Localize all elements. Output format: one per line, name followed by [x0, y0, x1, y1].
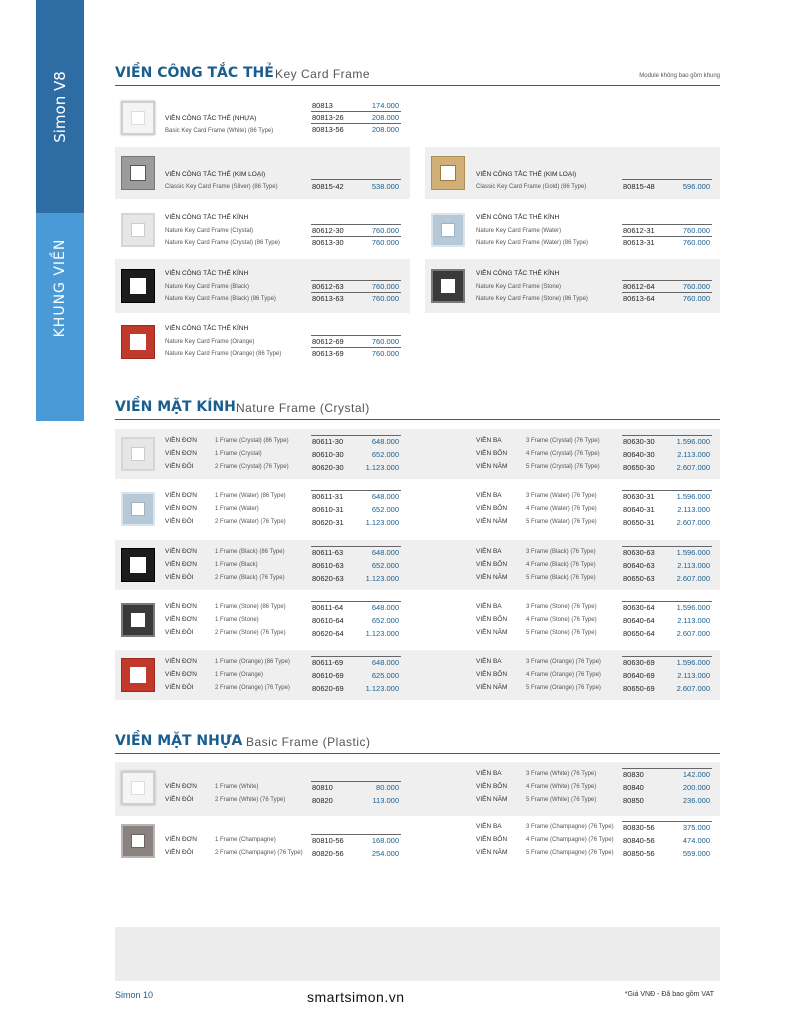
frame-row [115, 815, 720, 869]
frame-variant-label: VIỀN ĐƠN [165, 836, 197, 843]
frame-variant-desc: 1 Frame (Orange) [215, 672, 264, 678]
product-code: 80610-31 [312, 505, 344, 514]
product-code: 80613-63 [312, 294, 344, 303]
frame-variant-label: VIỀN BỐN [476, 671, 508, 678]
product-name: VIỀN CÔNG TẮC THẺ KÍNH [165, 214, 249, 221]
product-code: 80650-63 [623, 574, 655, 583]
product-price: 1.596.000 [676, 548, 710, 557]
product-code: 80820-56 [312, 849, 344, 858]
product-code: 80610-63 [312, 561, 344, 570]
product-price: 2.607.000 [676, 684, 710, 693]
product-price: 760.000 [682, 282, 710, 291]
frame-variant-label: VIỀN ĐƠN [165, 437, 197, 444]
product-code: 80620-63 [312, 574, 344, 583]
frame-variant-label: VIỀN ĐƠN [165, 450, 197, 457]
product-price: 200.000 [682, 783, 710, 792]
product-desc: Nature Key Card Frame (Crystal) (86 Type) [165, 240, 280, 246]
product-desc: Classic Key Card Frame (Silver) (86 Type) [165, 184, 278, 190]
sidebar-brand-label: Simon V8 [51, 70, 69, 143]
frame-variant-label: VIỀN BA [476, 548, 502, 555]
product-price: 760.000 [682, 226, 710, 235]
product-code: 80813-56 [312, 125, 344, 134]
product-desc: Nature Key Card Frame (Orange) [165, 339, 255, 345]
product-price: 168.000 [371, 836, 399, 845]
row-rule [622, 546, 712, 547]
product-price: 254.000 [371, 849, 399, 858]
frame-variant-desc: 1 Frame (Crystal) (86 Type) [215, 438, 289, 444]
product-price: 652.000 [371, 616, 399, 625]
product-price: 760.000 [371, 294, 399, 303]
frame-variant-desc: 2 Frame (Crystal) (76 Type) [215, 464, 289, 470]
product-name: VIỀN CÔNG TẮC THẺ KÍNH [165, 325, 249, 332]
frame-variant-desc: 4 Frame (White) (76 Type) [526, 784, 597, 790]
frame-variant-label: VIỀN ĐÔI [165, 574, 194, 581]
product-desc: Nature Key Card Frame (Water) [476, 228, 562, 234]
product-code: 80612-63 [312, 282, 344, 291]
product-code: 80613-30 [312, 238, 344, 247]
row-rule [311, 546, 401, 547]
product-code: 80612-30 [312, 226, 344, 235]
row-rule [622, 768, 712, 769]
frame-variant-desc: 2 Frame (Champagne) (76 Type) [215, 850, 303, 856]
frame-variant-desc: 2 Frame (Stone) (76 Type) [215, 630, 286, 636]
frame-variant-label: VIỀN NĂM [476, 518, 508, 525]
frame-variant-label: VIỀN ĐƠN [165, 561, 197, 568]
frame-variant-label: VIỀN ĐƠN [165, 783, 197, 790]
frame-variant-desc: 1 Frame (Water) [215, 506, 259, 512]
product-price: 1.596.000 [676, 658, 710, 667]
row-rule [622, 656, 712, 657]
frame-variant-desc: 3 Frame (Crystal) (76 Type) [526, 438, 600, 444]
product-price: 1.596.000 [676, 437, 710, 446]
frame-water-thumbnail [121, 492, 155, 526]
frame-variant-label: VIỀN ĐÔI [165, 684, 194, 691]
product-keycard-water [425, 206, 720, 254]
frame-variant-label: VIỀN BỐN [476, 836, 508, 843]
frame-silver-thumbnail [121, 156, 155, 190]
row-rule [622, 490, 712, 491]
frame-variant-desc: 4 Frame (Crystal) (76 Type) [526, 451, 600, 457]
row-rule [622, 601, 712, 602]
frame-variant-desc: 1 Frame (White) [215, 784, 259, 790]
frame-variant-desc: 1 Frame (Black) (86 Type) [215, 549, 285, 555]
product-code: 80630-63 [623, 548, 655, 557]
frame-variant-label: VIỀN ĐƠN [165, 616, 197, 623]
frame-variant-label: VIỀN BA [476, 770, 502, 777]
product-desc: Nature Key Card Frame (Stone) (86 Type) [476, 296, 588, 302]
product-code: 80850-56 [623, 849, 655, 858]
product-price: 2.607.000 [676, 629, 710, 638]
product-code: 80830-56 [623, 823, 655, 832]
product-code: 80630-31 [623, 492, 655, 501]
product-price: 760.000 [371, 226, 399, 235]
frame-variant-desc: 5 Frame (Water) (76 Type) [526, 519, 597, 525]
product-price: 760.000 [371, 282, 399, 291]
product-price: 648.000 [371, 548, 399, 557]
frame-variant-label: VIỀN ĐƠN [165, 671, 197, 678]
product-price: 760.000 [371, 349, 399, 358]
product-code: 80650-64 [623, 629, 655, 638]
product-price: 2.113.000 [677, 505, 710, 514]
product-price: 2.113.000 [677, 616, 710, 625]
frame-stone-thumbnail [431, 269, 465, 303]
product-code: 80840 [623, 783, 644, 792]
product-price: 2.607.000 [676, 574, 710, 583]
product-price: 1.596.000 [676, 603, 710, 612]
frame-variant-label: VIỀN ĐƠN [165, 492, 197, 499]
frame-row [115, 540, 720, 590]
frame-variant-label: VIỀN BA [476, 658, 502, 665]
product-code: 80850 [623, 796, 644, 805]
product-code: 80613-64 [623, 294, 655, 303]
frame-variant-desc: 5 Frame (Orange) (76 Type) [526, 685, 601, 691]
product-price: 2.113.000 [677, 450, 710, 459]
product-price: 2.607.000 [676, 518, 710, 527]
product-code: 80830 [623, 770, 644, 779]
product-code: 80640-63 [623, 561, 655, 570]
product-keycard-orange [115, 315, 410, 367]
frame-orange-thumbnail [121, 325, 155, 359]
frame-variant-label: VIỀN BA [476, 603, 502, 610]
frame-variant-desc: 1 Frame (Water) (86 Type) [215, 493, 286, 499]
frame-row [115, 429, 720, 479]
product-price: 760.000 [682, 294, 710, 303]
product-price: 760.000 [371, 238, 399, 247]
frame-variant-desc: 1 Frame (Orange) (86 Type) [215, 659, 290, 665]
product-price: 113.000 [372, 796, 399, 805]
frame-crystal-thumbnail [121, 437, 155, 471]
product-code: 80630-30 [623, 437, 655, 446]
product-price: 625.000 [371, 671, 399, 680]
product-code: 80630-64 [623, 603, 655, 612]
frame-variant-desc: 1 Frame (Stone) [215, 617, 259, 623]
product-desc: Nature Key Card Frame (Stone) [476, 284, 562, 290]
product-keycard-silver [115, 147, 410, 199]
price-note: *Giá VNĐ - Đã bao gồm VAT [624, 991, 714, 998]
frame-variant-desc: 2 Frame (Black) (76 Type) [215, 575, 285, 581]
product-price: 2.113.000 [677, 671, 710, 680]
frame-row [115, 762, 720, 816]
sidebar-category-block [36, 213, 84, 421]
product-price: 1.123.000 [365, 684, 399, 693]
product-code: 80810 [312, 783, 333, 792]
frame-variant-label: VIỀN NĂM [476, 629, 508, 636]
row-rule [311, 781, 401, 782]
frame-variant-label: VIỀN BA [476, 492, 502, 499]
frame-variant-label: VIỀN NĂM [476, 849, 508, 856]
frame-variant-desc: 5 Frame (Champagne) (76 Type) [526, 850, 614, 856]
product-keycard-stone [425, 259, 720, 313]
frame-variant-label: VIỀN BỐN [476, 616, 508, 623]
frame-gold-thumbnail [431, 156, 465, 190]
product-price: 80.000 [376, 783, 399, 792]
frame-variant-desc: 1 Frame (Champagne) [215, 837, 276, 843]
frame-variant-desc: 3 Frame (Stone) (76 Type) [526, 604, 597, 610]
product-keycard-crystal [115, 206, 410, 254]
row-rule [311, 656, 401, 657]
product-code: 80610-69 [312, 671, 344, 680]
section-header-plastic [115, 727, 720, 754]
frame-variant-desc: 2 Frame (White) (76 Type) [215, 797, 286, 803]
product-desc: Nature Key Card Frame (Black) [165, 284, 250, 290]
product-code: 80620-31 [312, 518, 344, 527]
frame-white-thumbnail [121, 771, 155, 805]
row-rule [622, 435, 712, 436]
section-note: Module không bao gồm khung [639, 73, 720, 79]
product-price: 648.000 [371, 492, 399, 501]
row-rule [311, 490, 401, 491]
product-price: 559.000 [682, 849, 710, 858]
frame-row [115, 484, 720, 534]
row-rule [311, 834, 401, 835]
product-code: 80613-31 [623, 238, 655, 247]
frame-variant-label: VIỀN ĐÔI [165, 796, 194, 803]
frame-row [115, 595, 720, 645]
frame-variant-desc: 2 Frame (Orange) (76 Type) [215, 685, 290, 691]
frame-variant-desc: 5 Frame (Crystal) (76 Type) [526, 464, 600, 470]
frame-variant-desc: 4 Frame (Orange) (76 Type) [526, 672, 601, 678]
product-code: 80815-42 [312, 182, 344, 191]
sidebar-category-label: KHUNG VIỀN [52, 238, 68, 338]
product-code: 80640-64 [623, 616, 655, 625]
frame-stone-thumbnail [121, 603, 155, 637]
frame-variant-label: VIỀN ĐÔI [165, 518, 194, 525]
frame-variant-desc: 1 Frame (Black) [215, 562, 258, 568]
product-price: 174.000 [371, 101, 399, 110]
product-price: 236.000 [682, 796, 710, 805]
product-price: 1.123.000 [365, 518, 399, 527]
row-rule [622, 821, 712, 822]
frame-white-thumbnail [121, 101, 155, 135]
frame-variant-desc: 2 Frame (Water) (76 Type) [215, 519, 286, 525]
frame-black-thumbnail [121, 269, 155, 303]
product-desc: Classic Key Card Frame (Gold) (86 Type) [476, 184, 587, 190]
section-subtitle: Key Card Frame [275, 67, 371, 81]
product-price: 1.123.000 [365, 463, 399, 472]
frame-row [115, 650, 720, 700]
product-code: 80650-30 [623, 463, 655, 472]
product-price: 375.000 [682, 823, 710, 832]
product-name: VIỀN CÔNG TẮC THẺ (KIM LOẠI) [476, 171, 577, 178]
product-price: 760.000 [682, 238, 710, 247]
frame-variant-desc: 3 Frame (Black) (76 Type) [526, 549, 596, 555]
frame-orange-thumbnail [121, 658, 155, 692]
page-number: Simon 10 [115, 990, 154, 1000]
product-code: 80650-31 [623, 518, 655, 527]
product-code: 80630-69 [623, 658, 655, 667]
frame-variant-desc: 3 Frame (Water) (76 Type) [526, 493, 597, 499]
product-desc: Basic Key Card Frame (White) (86 Type) [165, 128, 274, 134]
product-code: 80640-69 [623, 671, 655, 680]
product-price: 1.123.000 [365, 629, 399, 638]
frame-black-thumbnail [121, 548, 155, 582]
website-label: smartsimon.vn [307, 989, 405, 1005]
frame-variant-desc: 5 Frame (Black) (76 Type) [526, 575, 596, 581]
product-code: 80612-64 [623, 282, 655, 291]
product-price: 596.000 [682, 182, 710, 191]
frame-variant-label: VIỀN BỐN [476, 783, 508, 790]
frame-variant-desc: 5 Frame (White) (76 Type) [526, 797, 597, 803]
product-price: 1.123.000 [365, 574, 399, 583]
frame-variant-desc: 4 Frame (Water) (76 Type) [526, 506, 597, 512]
product-code: 80611-31 [312, 492, 344, 501]
product-code: 80840-56 [623, 836, 655, 845]
frame-variant-desc: 1 Frame (Crystal) [215, 451, 262, 457]
row-rule [311, 435, 401, 436]
product-keycard-black [115, 259, 410, 313]
product-keycard-white [115, 97, 415, 141]
product-price: 2.607.000 [676, 463, 710, 472]
product-price: 142.000 [682, 770, 710, 779]
product-code: 80611-64 [312, 603, 344, 612]
sidebar-brand-block [36, 0, 84, 213]
product-code: 80610-64 [312, 616, 344, 625]
frame-variant-label: VIỀN NĂM [476, 684, 508, 691]
product-code: 80611-63 [312, 548, 344, 557]
product-code: 80612-31 [623, 226, 655, 235]
frame-variant-label: VIỀN NĂM [476, 463, 508, 470]
product-price: 648.000 [371, 603, 399, 612]
product-price: 208.000 [371, 125, 399, 134]
product-code: 80813 [312, 101, 333, 110]
product-code: 80620-30 [312, 463, 344, 472]
product-code: 80610-30 [312, 450, 344, 459]
section-header-crystal [115, 393, 720, 420]
product-keycard-gold [425, 147, 720, 199]
product-price: 208.000 [371, 113, 399, 122]
product-desc: Nature Key Card Frame (Orange) (86 Type) [165, 351, 282, 357]
frame-variant-label: VIỀN NĂM [476, 796, 508, 803]
frame-variant-label: VIỀN ĐƠN [165, 505, 197, 512]
product-price: 2.113.000 [677, 561, 710, 570]
product-price: 474.000 [682, 836, 710, 845]
product-code: 80613-69 [312, 349, 344, 358]
product-code: 80640-30 [623, 450, 655, 459]
frame-variant-label: VIỀN ĐÔI [165, 849, 194, 856]
frame-variant-desc: 3 Frame (White) (76 Type) [526, 771, 597, 777]
row-rule [311, 601, 401, 602]
frame-variant-label: VIỀN ĐƠN [165, 548, 197, 555]
section-title: VIỀN CÔNG TẮC THẺ [115, 65, 274, 81]
product-price: 652.000 [371, 561, 399, 570]
frame-variant-label: VIỀN BA [476, 823, 502, 830]
product-price: 648.000 [371, 437, 399, 446]
section-header-keycard [115, 59, 720, 86]
frame-variant-label: VIỀN ĐƠN [165, 658, 197, 665]
frame-variant-label: VIỀN BỐN [476, 561, 508, 568]
product-code: 80820 [312, 796, 333, 805]
product-code: 80815-48 [623, 182, 655, 191]
product-desc: Nature Key Card Frame (Water) (86 Type) [476, 240, 589, 246]
product-code: 80640-31 [623, 505, 655, 514]
product-name: VIỀN CÔNG TẮC THẺ KÍNH [165, 270, 249, 277]
frame-variant-desc: 4 Frame (Stone) (76 Type) [526, 617, 597, 623]
product-code: 80813-26 [312, 113, 344, 122]
frame-variant-label: VIỀN BA [476, 437, 502, 444]
product-code: 80810-56 [312, 836, 344, 845]
frame-variant-label: VIỀN ĐÔI [165, 463, 194, 470]
frame-variant-label: VIỀN BỐN [476, 450, 508, 457]
frame-crystal-thumbnail [121, 213, 155, 247]
footer-band [115, 927, 720, 981]
frame-water-thumbnail [431, 213, 465, 247]
product-code: 80620-69 [312, 684, 344, 693]
section-title: VIỀN MẶT KÍNH [115, 399, 236, 415]
product-name: VIỀN CÔNG TẮC THẺ KÍNH [476, 270, 560, 277]
product-desc: Nature Key Card Frame (Crystal) [165, 228, 254, 234]
frame-variant-desc: 1 Frame (Stone) (86 Type) [215, 604, 286, 610]
product-price: 1.596.000 [676, 492, 710, 501]
product-price: 652.000 [371, 505, 399, 514]
frame-variant-label: VIỀN BỐN [476, 505, 508, 512]
product-price: 760.000 [371, 337, 399, 346]
frame-variant-desc: 3 Frame (Champagne) (76 Type) [526, 824, 614, 830]
frame-variant-label: VIỀN ĐƠN [165, 603, 197, 610]
product-name: VIỀN CÔNG TẮC THẺ (KIM LOẠI) [165, 171, 266, 178]
product-desc: Nature Key Card Frame (Black) (86 Type) [165, 296, 276, 302]
section-subtitle: Nature Frame (Crystal) [236, 401, 370, 415]
frame-variant-desc: 4 Frame (Champagne) (76 Type) [526, 837, 614, 843]
product-code: 80611-30 [312, 437, 344, 446]
section-title: VIỀN MẶT NHỰA [115, 733, 243, 749]
product-code: 80612-69 [312, 337, 344, 346]
frame-variant-desc: 4 Frame (Black) (76 Type) [526, 562, 596, 568]
frame-champagne-thumbnail [121, 824, 155, 858]
product-code: 80611-69 [312, 658, 344, 667]
product-code: 80650-69 [623, 684, 655, 693]
frame-variant-label: VIỀN ĐÔI [165, 629, 194, 636]
product-price: 652.000 [371, 450, 399, 459]
frame-variant-desc: 5 Frame (Stone) (76 Type) [526, 630, 597, 636]
product-name: VIỀN CÔNG TẮC THẺ KÍNH [476, 214, 560, 221]
product-price: 648.000 [371, 658, 399, 667]
section-subtitle: Basic Frame (Plastic) [246, 735, 371, 749]
product-name: VIỀN CÔNG TẮC THẺ (NHỰA) [165, 115, 257, 122]
frame-variant-label: VIỀN NĂM [476, 574, 508, 581]
product-code: 80620-64 [312, 629, 344, 638]
frame-variant-desc: 3 Frame (Orange) (76 Type) [526, 659, 601, 665]
product-price: 538.000 [371, 182, 399, 191]
